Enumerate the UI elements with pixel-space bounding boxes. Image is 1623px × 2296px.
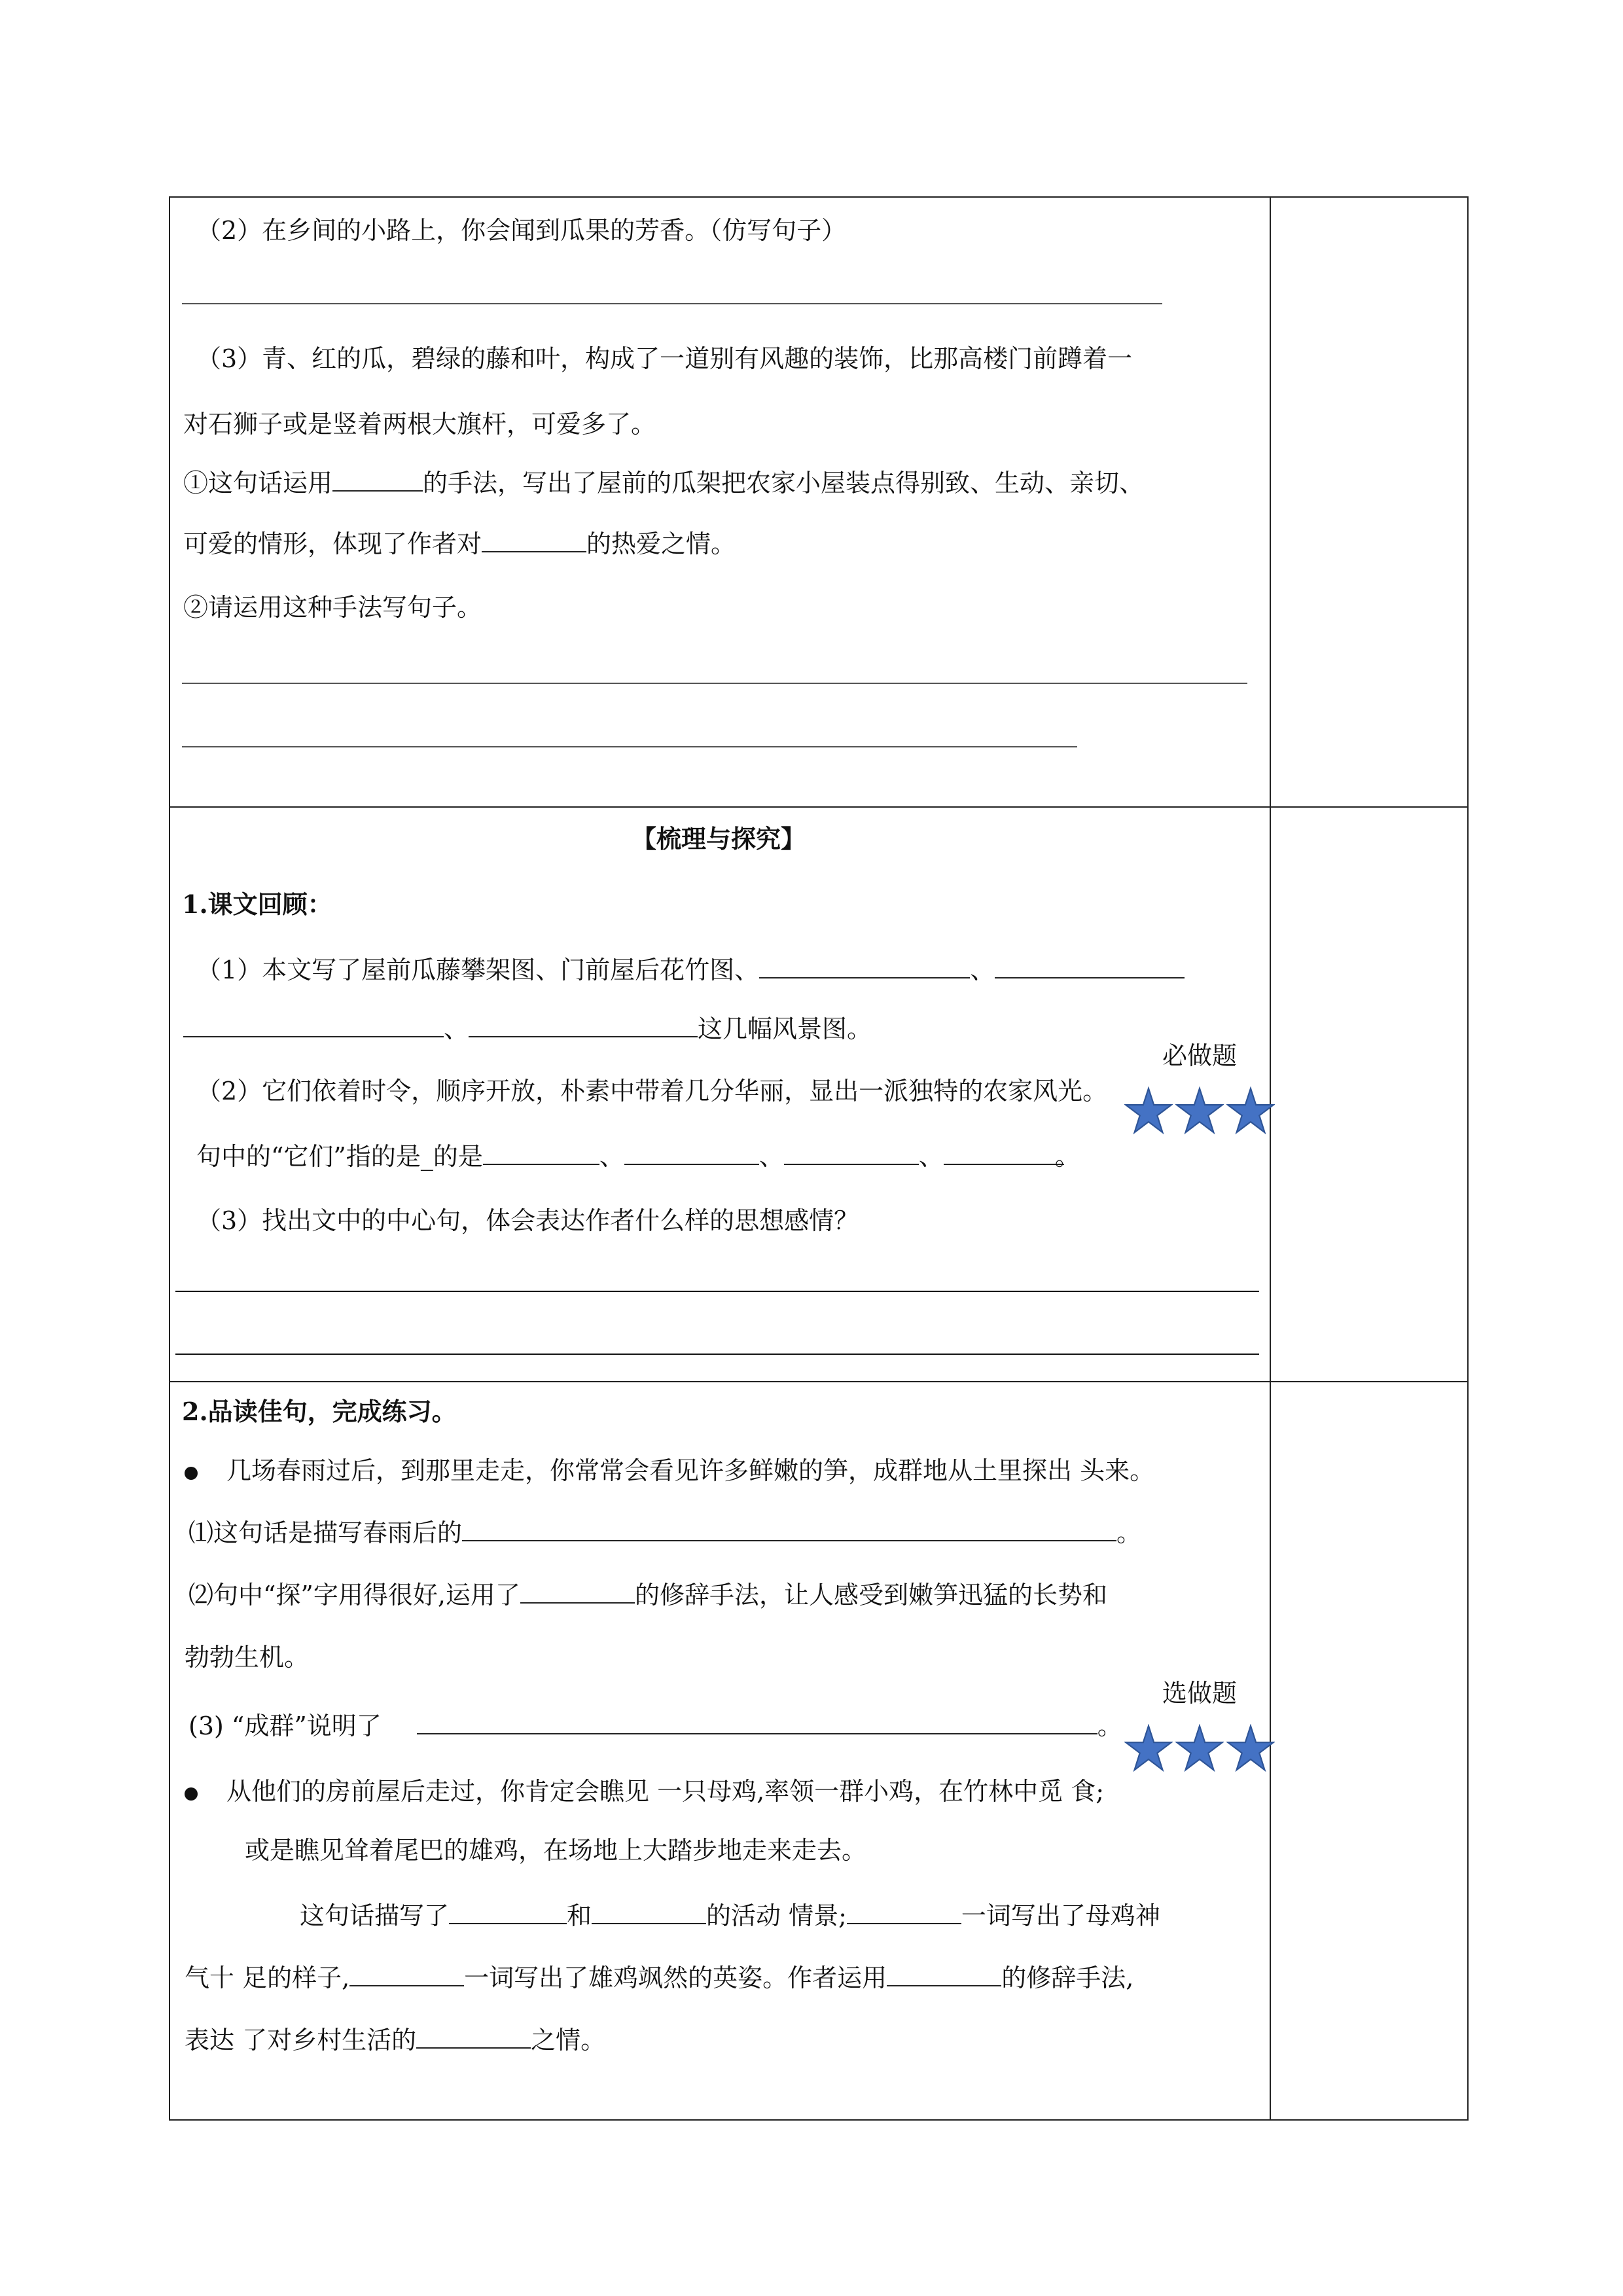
s1-q2-line2: 勃勃生机。 xyxy=(185,1643,310,1672)
blank[interactable] xyxy=(520,1579,635,1604)
star-rating xyxy=(1099,1724,1300,1772)
star-icon xyxy=(1226,1724,1275,1772)
answer-line[interactable] xyxy=(182,303,1162,304)
column-divider xyxy=(1270,198,1271,2119)
answer-line[interactable] xyxy=(175,1354,1259,1355)
answer-line[interactable] xyxy=(182,683,1247,684)
blank[interactable] xyxy=(449,1899,567,1924)
bullet-icon xyxy=(185,1787,198,1801)
optional-marker xyxy=(1099,1677,1300,1772)
blank[interactable] xyxy=(995,954,1185,978)
row-divider-1 xyxy=(170,806,1467,808)
review-q2: （2）它们依着时令，顺序开放，朴素中带着几分华丽，显出一派独特的农家风光。 xyxy=(196,1077,1108,1105)
blank[interactable] xyxy=(469,1013,698,1037)
sentence-2-line1: 从他们的房前屋后走过，你肯定会瞧见 一只母鸡,率领一群小鸡，在竹林中觅 食; xyxy=(185,1775,1104,1808)
star-icon xyxy=(1226,1086,1275,1135)
blank[interactable] xyxy=(759,954,970,978)
q3-line1: （3）青、红的瓜，碧绿的藤和叶，构成了一道别有风趣的装饰，比那高楼门前蹲着一 xyxy=(196,344,1133,373)
s1-q3: (3) “成群”说明了 。 xyxy=(188,1710,1122,1742)
optional-label: 选做题 xyxy=(1162,1679,1237,1708)
star-icon xyxy=(1124,1086,1173,1135)
q3a-line2: 可爱的情形，体现了作者对 的热爱之情。 xyxy=(183,528,736,560)
blank[interactable] xyxy=(847,1899,961,1924)
section-heading: 【梳理与探究】 xyxy=(631,824,806,853)
answer-line[interactable] xyxy=(175,1291,1259,1292)
item2-title: 2.品读佳句，完成练习。 xyxy=(182,1397,457,1426)
q3a-line1: ①这句话运用 的手法，写出了屋前的瓜架把农家小屋装点得别致、生动、亲切、 xyxy=(183,467,1144,499)
blank[interactable] xyxy=(887,1962,1001,1986)
row-divider-2 xyxy=(170,1381,1467,1382)
s1-q2-line1: ⑵句中“探”字用得很好,运用了 的修辞手法，让人感受到嫩笋迅猛的长势和 xyxy=(188,1579,1107,1611)
q2-imitate-sentence: （2）在乡间的小路上，你会闻到瓜果的芳香。（仿写句子） xyxy=(196,216,847,245)
blank[interactable] xyxy=(417,1710,1097,1734)
blank[interactable] xyxy=(944,1140,1055,1165)
sentence-1: 几场春雨过后，到那里走走，你常常会看见许多鲜嫩的笋，成群地从土里探出 头来。 xyxy=(185,1454,1154,1487)
required-marker xyxy=(1099,1039,1300,1135)
blank[interactable] xyxy=(624,1140,759,1165)
star-icon xyxy=(1175,1086,1224,1135)
blank[interactable] xyxy=(784,1140,919,1165)
star-icon xyxy=(1124,1724,1173,1772)
item1-title: 1.课文回顾： xyxy=(182,889,332,919)
star-icon xyxy=(1175,1724,1224,1772)
star-rating xyxy=(1099,1086,1300,1135)
bullet-icon xyxy=(185,1467,198,1480)
q3b: ②请运用这种手法写句子。 xyxy=(183,593,482,622)
blank[interactable] xyxy=(462,1516,1116,1541)
s2-q-line3: 表达 了对乡村生活的 之情。 xyxy=(185,2024,605,2056)
sentence-2-line2: 或是瞧见耸着尾巴的雄鸡，在场地上大踏步地走来走去。 xyxy=(245,1836,867,1865)
review-q2b: 句中的“它们”指的是_的是 、 、 、 。 xyxy=(196,1140,1064,1173)
s1-q1: ⑴这句话是描写春雨后的 。 xyxy=(188,1516,1141,1549)
required-label: 必做题 xyxy=(1162,1041,1237,1070)
blank[interactable] xyxy=(349,1962,464,1986)
answer-line[interactable] xyxy=(182,746,1077,747)
blank[interactable] xyxy=(183,1013,444,1037)
blank[interactable] xyxy=(416,2024,531,2049)
blank[interactable] xyxy=(482,528,586,552)
blank[interactable] xyxy=(592,1899,706,1924)
review-q1-line1: （1）本文写了屋前瓜藤攀架图、门前屋后花竹图、 、 xyxy=(196,954,1185,986)
review-q1-line2: 、 这几幅风景图。 xyxy=(183,1013,872,1045)
s2-q-line2: 气十 足的样子, 一词写出了雄鸡飒然的英姿。作者运用 的修辞手法, xyxy=(185,1962,1133,1994)
s2-q-line1: 这句话描写了 和 的活动 情景; 一词写出了母鸡神 xyxy=(300,1899,1160,1932)
review-q3: （3）找出文中的中心句，体会表达作者什么样的思想感情？ xyxy=(196,1206,859,1235)
blank[interactable] xyxy=(483,1140,599,1165)
blank: 。 xyxy=(1055,1140,1064,1165)
q3-line2: 对石狮子或是竖着两根大旗杆，可爱多了。 xyxy=(183,410,656,439)
blank[interactable] xyxy=(332,467,423,492)
